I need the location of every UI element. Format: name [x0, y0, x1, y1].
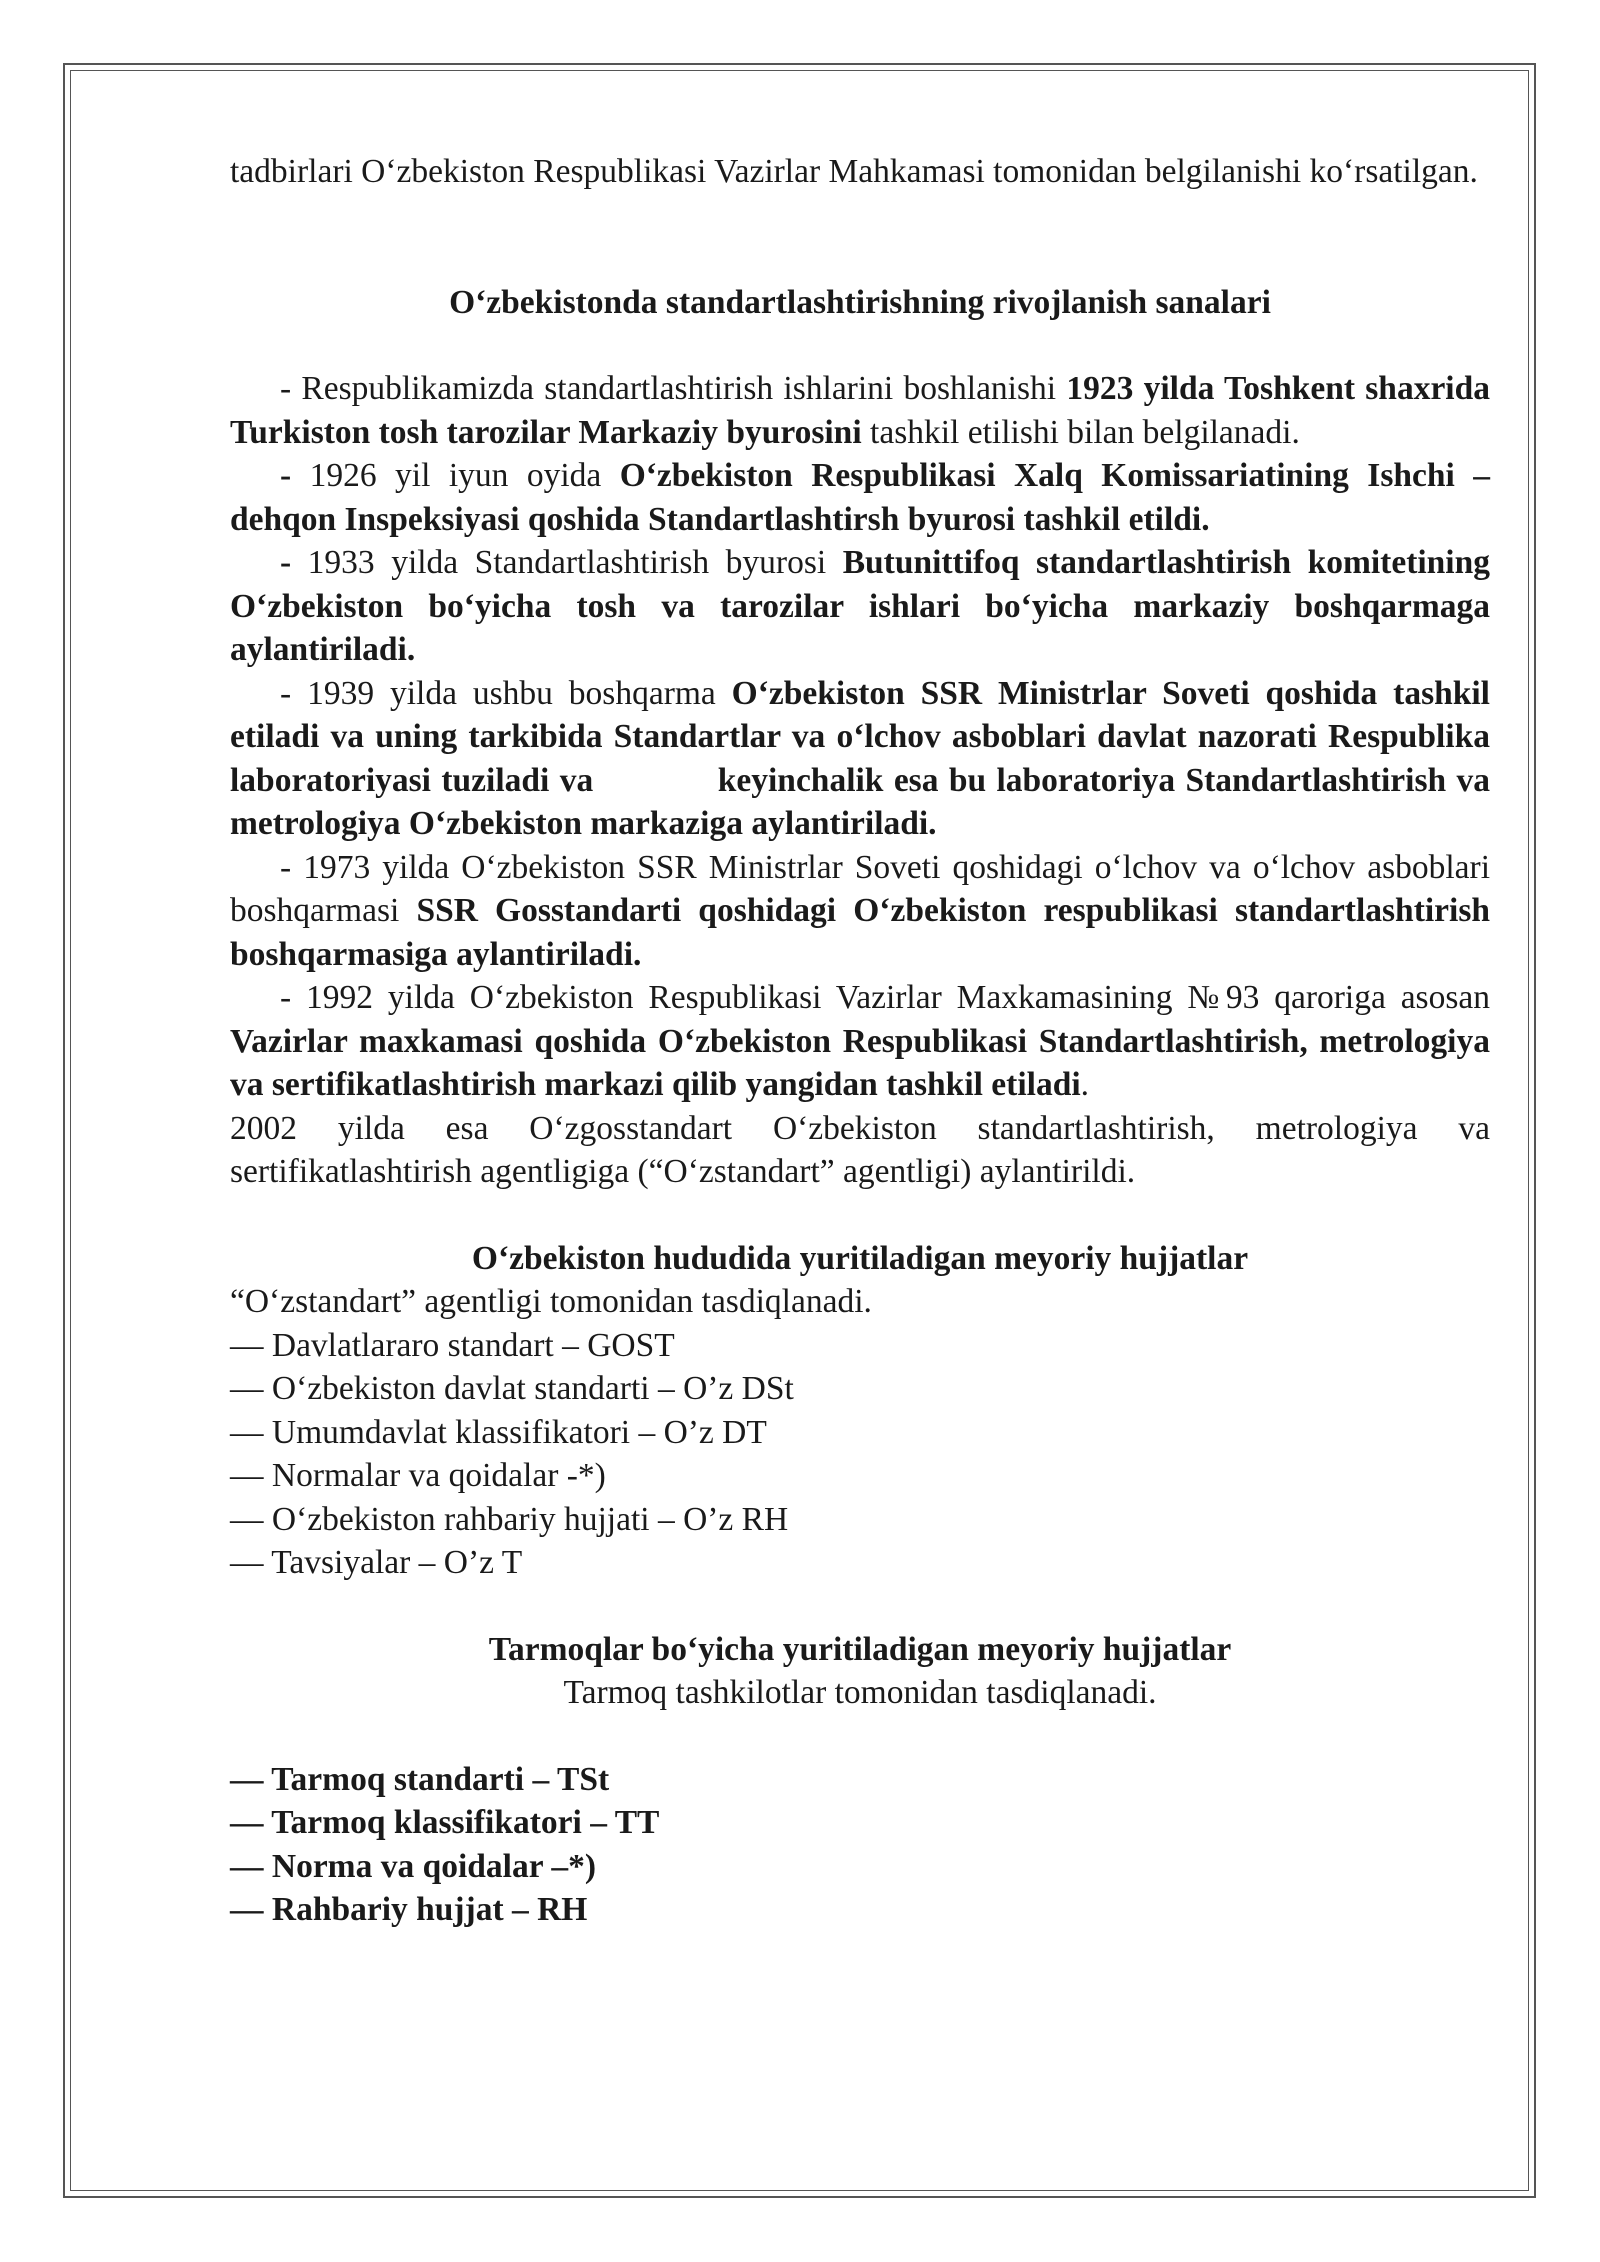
history-item: - 1939 yilda ushbu boshqarma O‘zbekiston SSR Ministrlar Soveti qoshida tashkil etiladi va uning tarkibida Standartlar va o‘lchov asboblari davlat nazorati Respublika laboratoriyasi tuziladi va keyinchalik esa bu laboratoriya Standartlashtirish va metrologiya O‘zbekiston markaziga aylantiriladi.	[230, 674, 1499, 842]
list-item: — Umumdavlat klassifikatori – O’z DT	[230, 1413, 767, 1451]
section-title-branch-docs: Tarmoqlar bo‘yicha yuritiladigan meyoriy hujjatlar	[488, 1630, 1232, 1668]
history-item: - Respublikamizda standartlashtirish ishlarini boshlanishi 1923 yilda Toshkent shaxrida Turkiston tosh tarozilar Markaziy byurosini tashkil etilishi bilan belgilanadi.	[230, 370, 1490, 451]
list-marker: -	[280, 848, 292, 886]
section-subtitle-branch-docs: Tarmoq tashkilotlar tomonidan tasdiqlanadi.	[563, 1674, 1157, 1711]
history-item: - 1933 yilda Standartlashtirish byurosi Butunittifoq standartlashtirish komitetining O‘zbekiston bo‘yicha tosh va tarozilar ishlari bo‘yicha markaziy boshqarmaga aylantiriladi.	[230, 544, 1490, 668]
list-item: — O‘zbekiston rahbariy hujjati – O’z RH	[230, 1500, 789, 1538]
intro-paragraph: tadbirlari O‘zbekiston Respublikasi Vazirlar Mahkamasi tomonidan belgilanishi ko‘rsatilgan.	[230, 153, 1478, 190]
spacer	[230, 324, 1490, 367]
list-item: — Tarmoq klassifikatori – TT	[230, 1804, 660, 1841]
document-body	[230, 150, 1499, 1932]
spacer	[230, 1194, 1490, 1237]
history-item: - 1973 yilda O‘zbekiston SSR Ministrlar Soveti qoshidagi o‘lchov va o‘lchov asboblari boshqarmasi SSR Gosstandarti qoshidagi O‘zbekiston respublikasi standartlashtirish boshqarmasiga aylantiriladi.	[230, 848, 1491, 973]
list-item: — O‘zbekiston davlat standarti – O’z DSt	[230, 1370, 794, 1407]
list-marker: -	[280, 544, 292, 581]
list-item: — Norma va qoidalar –*)	[230, 1847, 597, 1885]
history-item: - 1926 yil iyun oyida O‘zbekiston Respublikasi Xalq Komissariatining Ishchi – dehqon Inspeksiyasi qoshida Standartlashtirsh byurosi tashkil etildi.	[230, 457, 1490, 538]
list-marker: -	[280, 457, 292, 494]
section-title-national-docs: O‘zbekiston hududida yuritiladigan meyoriy hujjatlar	[471, 1239, 1249, 1277]
list-item: — Davlatlararo standart – GOST	[230, 1326, 675, 1364]
list-item: — Rahbariy hujjat – RH	[230, 1891, 588, 1928]
list-marker: -	[280, 370, 292, 407]
history-closing-paragraph: 2002 yilda esa O‘zgosstandart O‘zbekiston standartlashtirish, metrologiya va sertifikatlashtirish agentligiga (“O‘zstandart” agentligi) aylantirildi.	[230, 1109, 1490, 1190]
spacer	[230, 194, 1490, 281]
section-subtitle-national-docs: “O‘zstandart” agentligi tomonidan tasdiqlanadi.	[230, 1283, 872, 1320]
spacer	[230, 1585, 1490, 1628]
list-item: — Tavsiyalar – O’z T	[230, 1544, 523, 1581]
section-title-history: O‘zbekistonda standartlashtirishning rivojlanish sanalari	[449, 283, 1271, 321]
list-item: — Normalar va qoidalar -*)	[230, 1457, 606, 1494]
list-marker: -	[280, 674, 292, 712]
list-item: — Tarmoq standarti – TSt	[230, 1760, 610, 1798]
list-marker: -	[280, 979, 292, 1016]
history-item: - 1992 yilda O‘zbekiston Respublikasi Vazirlar Maxkamasining №93 qaroriga asosan Vazirlar maxkamasi qoshida O‘zbekiston Respublikasi Standartlashtirish, metrologiya va sertifikatlashtirish markazi qilib yangidan tashkil etiladi.	[230, 979, 1491, 1103]
spacer	[230, 1715, 1490, 1758]
